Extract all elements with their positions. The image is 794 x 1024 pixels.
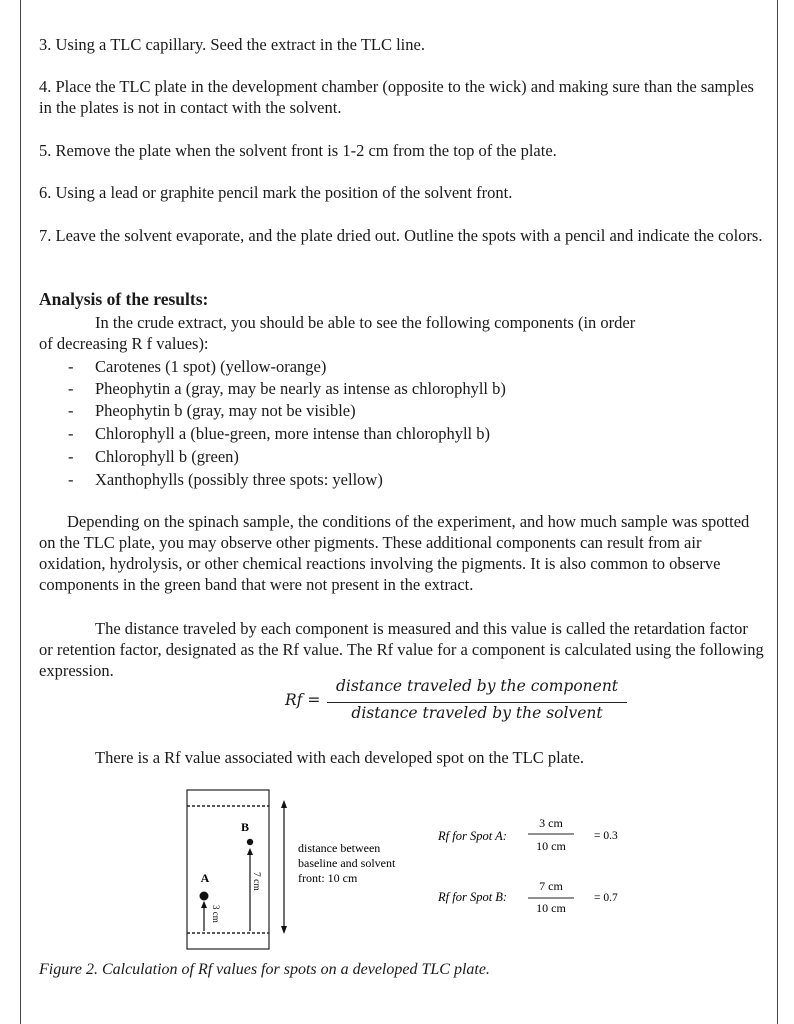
bullet-mark: - [68,379,74,398]
total-arrowhead-top [281,800,287,808]
step-5: 5. Remove the plate when the solvent front is 1-2 cm from the top of the plate. [39,141,557,160]
tlc-plate [187,790,269,949]
rf-a-denominator: 10 cm [536,839,566,853]
list-item: Chlorophyll a (blue-green, more intense than chlorophyll b) [95,424,490,443]
analysis-intro-line1: In the crude extract, you should be able to see the following components (in order [95,313,636,332]
formula-lhs: Rf = [285,691,321,709]
analysis-heading: Analysis of the results: [39,289,209,309]
step-6: 6. Using a lead or graphite pencil mark the position of the solvent front. [39,183,513,202]
paragraph-rf-definition: The distance traveled by each component is measured and this value is called the retardation factor or retention factor, designated as the Rf value. The Rf value for a component is calculated using the following expression. [39,619,764,680]
rf-a-result: = 0.3 [594,830,618,842]
analysis-intro-line2: of decreasing R f values): [39,334,209,353]
rf-formula [285,677,645,729]
list-item: Xanthophylls (possibly three spots: yellow) [95,470,383,489]
rf-b-result: = 0.7 [594,892,618,904]
formula-fraction-bar [327,702,627,703]
spot-b-distance-label: 7 cm [251,872,261,891]
rf-a-numerator: 3 cm [539,816,563,830]
spot-b-arrowhead [247,848,253,855]
formula-denominator: distance traveled by the solvent [351,704,603,722]
rf-a-label: Rf for Spot A: [438,829,507,843]
list-item: Chlorophyll b (green) [95,447,239,466]
spot-a-distance-label: 3 cm [211,905,221,923]
rf-b-numerator: 7 cm [539,879,563,893]
distance-label-line1: distance between [298,841,381,855]
list-item: Carotenes (1 spot) (yellow-orange) [95,357,327,376]
spot-a-arrowhead [201,901,207,908]
step-3: 3. Using a TLC capillary. Seed the extract in the TLC line. [39,35,425,54]
formula-numerator: distance traveled by the component [335,677,619,695]
bullet-mark: - [68,447,74,466]
bullet-mark: - [68,470,74,489]
rf-b-label: Rf for Spot B: [438,890,508,904]
bullet-mark: - [68,357,74,376]
paragraph-pigments: Depending on the spinach sample, the conditions of the experiment, and how much sample was spotted on the TLC plate, you may observe other pigments. These additional components can result from air oxidation, hydrolysis, or other chemical reactions involving the pigments. It is also common to observe components in the green band that were not present in the extract. [39,512,750,594]
bullet-mark: - [68,424,74,443]
paragraph-rf-each-spot: There is a Rf value associated with each developed spot on the TLC plate. [95,748,585,767]
spot-a-label: A [200,871,210,885]
bullet-mark: - [68,401,74,420]
distance-label-line2: baseline and solvent [298,856,396,870]
spot-b [247,839,253,845]
list-item: Pheophytin b (gray, may not be visible) [95,401,356,420]
step-4: 4. Place the TLC plate in the development chamber (opposite to the wick) and making sure than the samples in the plates is not in contact with the solvent. [39,77,754,117]
tlc-figure [180,782,640,957]
spot-a [200,892,209,901]
figure-caption: Figure 2. Calculation of Rf values for spots on a developed TLC plate. [39,961,490,978]
list-item: Pheophytin a (gray, may be nearly as intense as chlorophyll b) [95,379,506,398]
step-7: 7. Leave the solvent evaporate, and the plate dried out. Outline the spots with a pencil and indicate the colors. [39,226,763,245]
rf-b-denominator: 10 cm [536,901,566,915]
spot-b-label: B [240,820,250,834]
distance-label-line3: front: 10 cm [298,871,358,885]
total-arrowhead-bottom [281,926,287,934]
